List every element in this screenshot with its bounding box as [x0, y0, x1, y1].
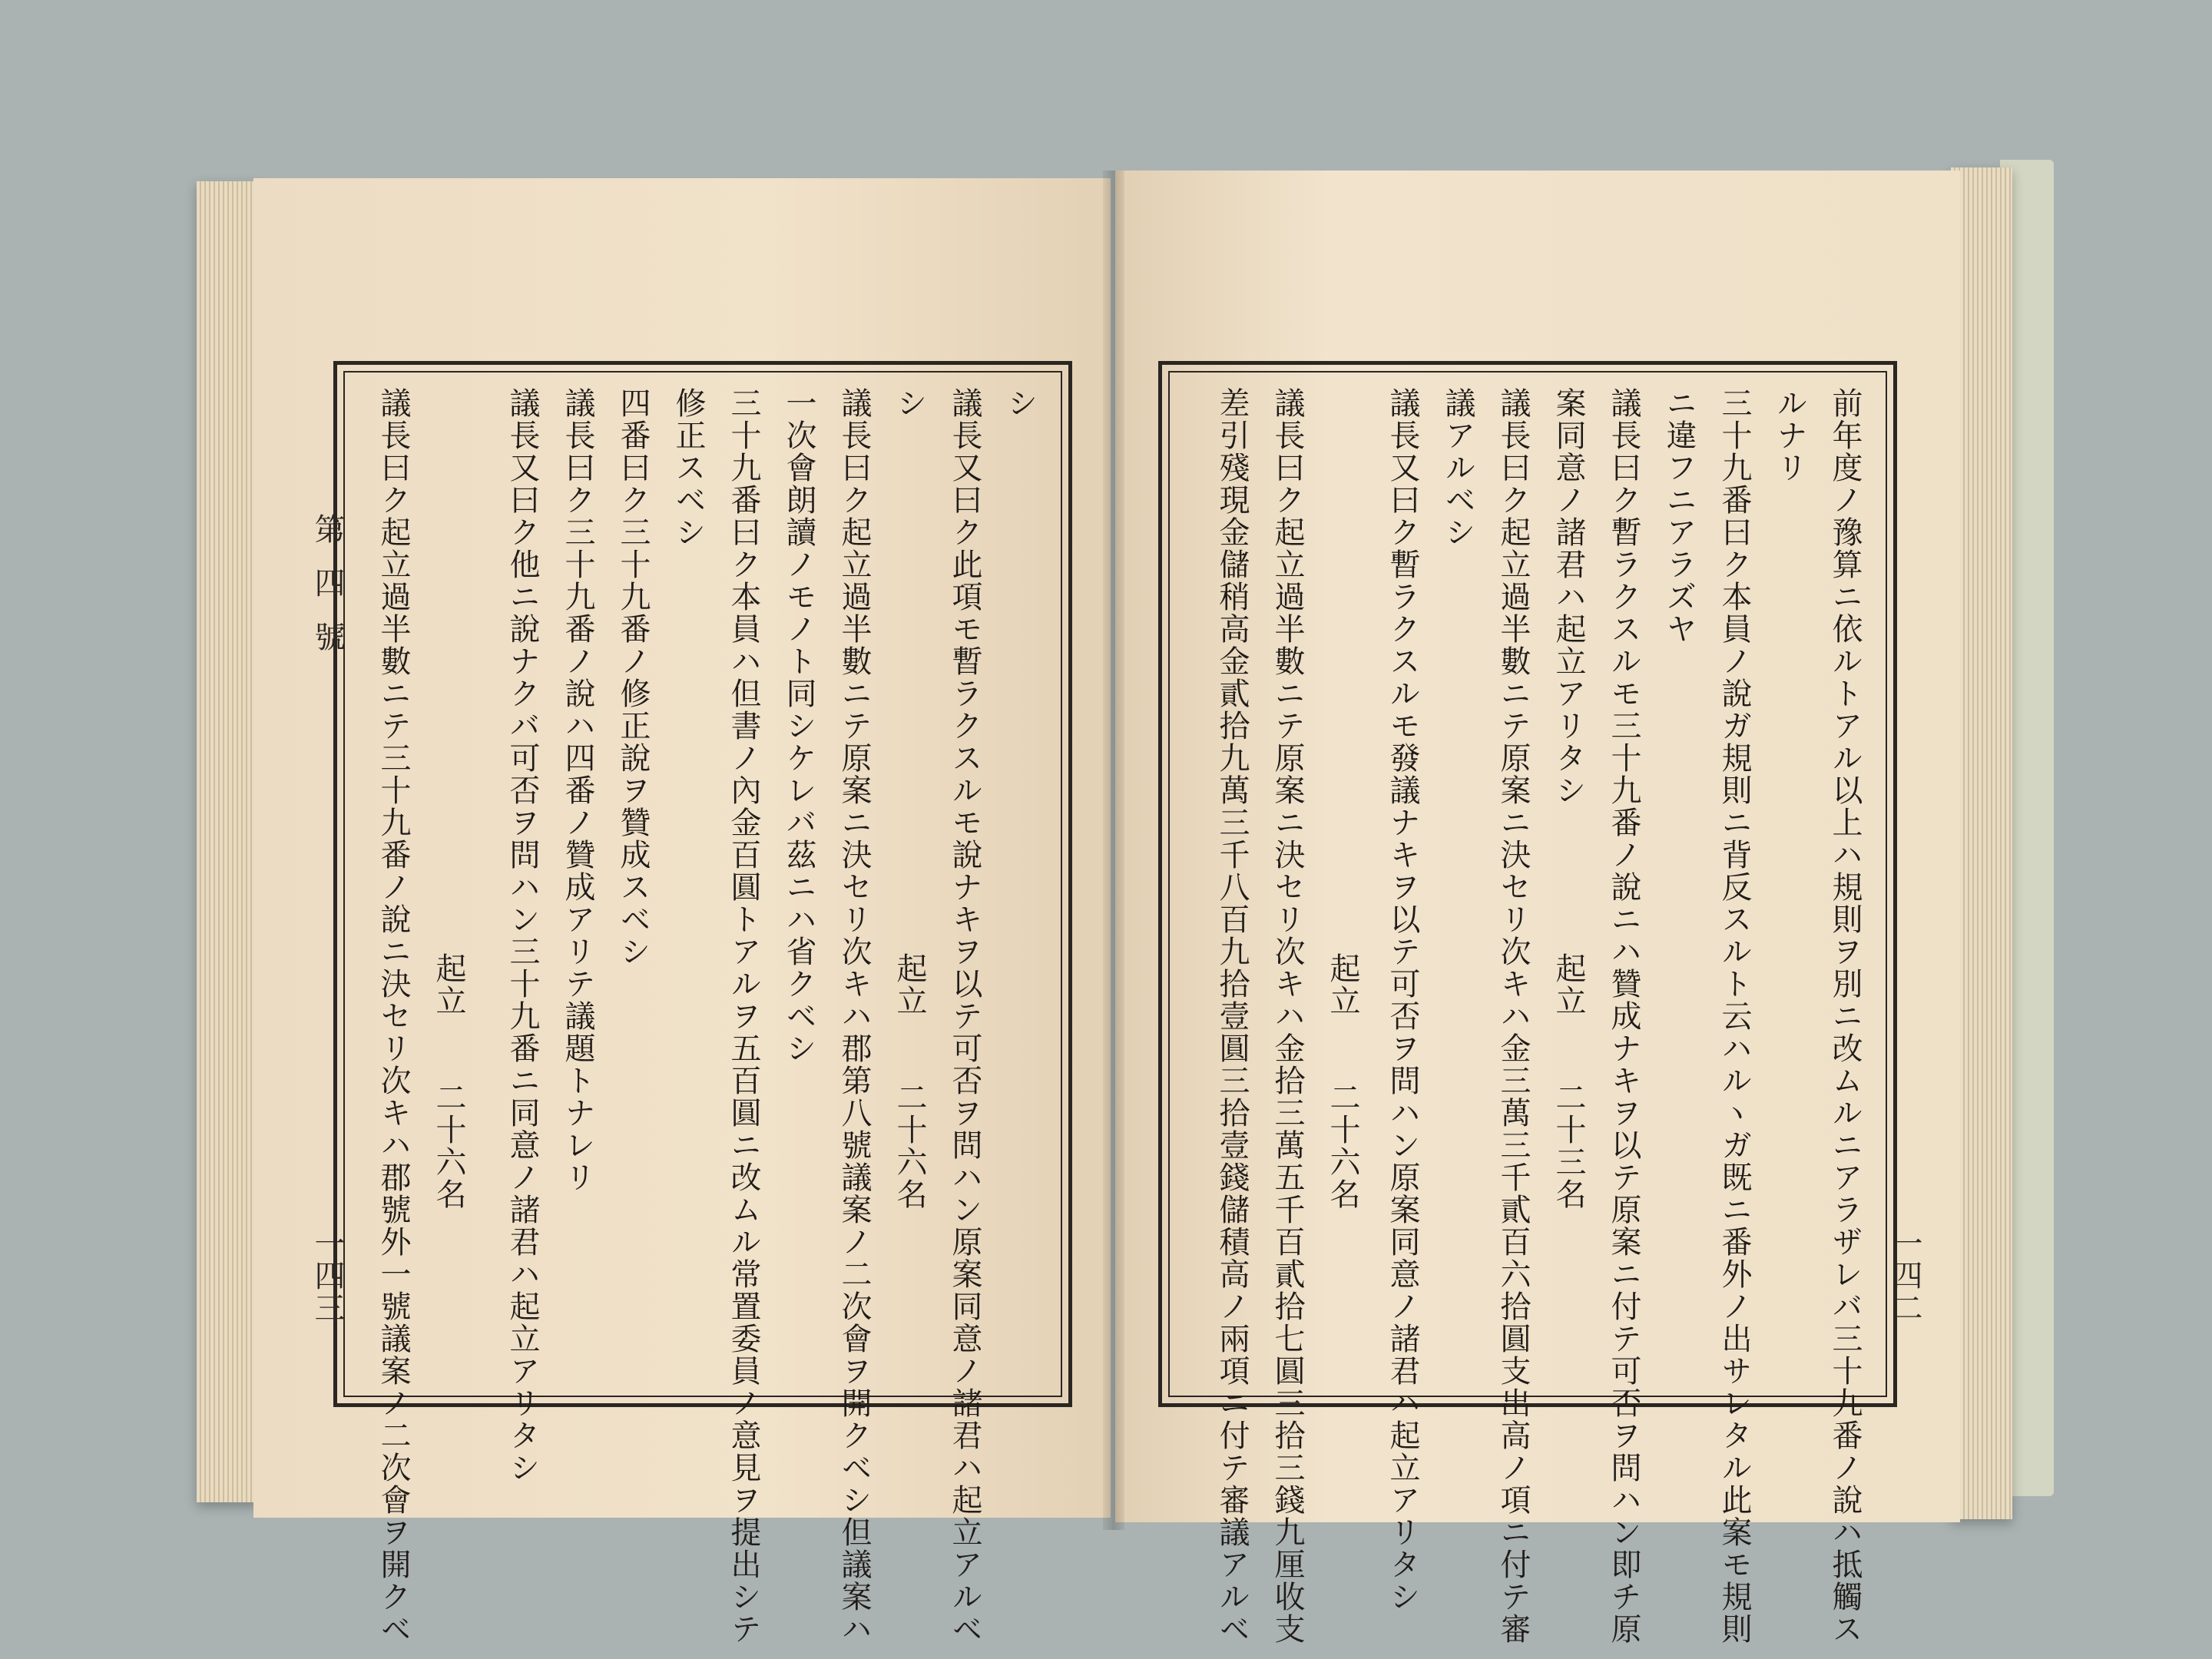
left-column-1: シ	[1002, 387, 1038, 419]
right-column-2: ルナリ	[1772, 387, 1807, 484]
left-standing-count-2: 起立 二十六名	[431, 952, 466, 1210]
left-column-4: 議長曰ク起立過半數ニテ原案ニ決セリ次キハ郡第八號議案ノ二次會ヲ開クベシ但議案ハ	[836, 387, 872, 1645]
left-page-number: 一四三	[310, 1227, 345, 1324]
left-column-5: 一次會朗讀ノモノト同シケレバ茲ニハ省クベシ	[781, 387, 816, 1065]
left-column-7: 修正スベシ	[671, 387, 706, 548]
left-column-6: 三十九番曰ク本員ハ但書ノ內金百圓トアルヲ五百圓ニ改ムル常置委員ノ意見ヲ提出シテ	[726, 387, 761, 1645]
right-column-1: 前年度ノ豫算ニ依ルトアル以上ハ規則ヲ別ニ改ムルニアラザレバ三十九番ノ說ハ抵觸ス	[1827, 387, 1863, 1645]
running-head: 第四號	[310, 513, 345, 674]
right-column-11: 差引殘現金儲稍高金貳拾九萬三千八百九拾壹圓三拾壹錢儲積高ノ兩項ニ付テ審議アルベ	[1214, 387, 1250, 1645]
right-standing-count-2: 起立 二十六名	[1325, 952, 1360, 1210]
left-standing-count-1: 起立 二十六名	[892, 952, 927, 1210]
right-column-4: ニ違フニアラズヤ	[1661, 387, 1697, 645]
left-column-11: 議長曰ク起立過半數ニテ三十九番ノ說ニ決セリ次キハ郡號外一號議案ノ二次會ヲ開クベ	[376, 387, 411, 1645]
right-column-3: 三十九番曰ク本員ノ說ガ規則ニ背反スルト云ハルヽガ既ニ番外ノ出サレタル此案モ規則	[1717, 387, 1752, 1645]
left-page-edges	[197, 181, 261, 1502]
left-column-10: 議長又曰ク他ニ說ナクバ可否ヲ問ハン三十九番ニ同意ノ諸君ハ起立アリタシ	[505, 387, 540, 1484]
right-page-number: 一四二	[1887, 1227, 1922, 1324]
right-column-7: 議長曰ク起立過半數ニテ原案ニ決セリ次キハ金三萬三千貳百六拾圓支出高ノ項ニ付テ審	[1495, 387, 1531, 1645]
right-standing-count-1: 起立 二十三名	[1551, 952, 1586, 1210]
right-page-edges	[1951, 167, 2012, 1519]
right-column-8: 議アルベシ	[1440, 387, 1475, 548]
right-column-6: 案同意ノ諸君ハ起立アリタシ	[1551, 387, 1586, 806]
book-gutter	[1103, 171, 1124, 1530]
left-column-9: 議長曰ク三十九番ノ說ハ四番ノ贊成アリテ議題トナレリ	[560, 387, 595, 1194]
left-column-2: 議長又曰ク此項モ暫ラクスルモ說ナキヲ以テ可否ヲ問ハン原案同意ノ諸君ハ起立アルベ	[947, 387, 982, 1645]
right-column-9: 議長又曰ク暫ラクスルモ發議ナキヲ以テ可否ヲ問ハン原案同意ノ諸君ハ起立アリタシ	[1385, 387, 1420, 1613]
right-column-5: 議長曰ク暫ラクスルモ三十九番ノ說ニハ贊成ナキヲ以テ原案ニ付テ可否ヲ問ハン即チ原	[1606, 387, 1641, 1645]
left-column-8: 四番曰ク三十九番ノ修正說ヲ贊成スベシ	[615, 387, 651, 968]
left-column-3: シ	[892, 387, 927, 419]
right-column-10: 議長曰ク起立過半數ニテ原案ニ決セリ次キハ金拾三萬五千百貳拾七圓三拾三錢九厘收支	[1270, 387, 1305, 1645]
